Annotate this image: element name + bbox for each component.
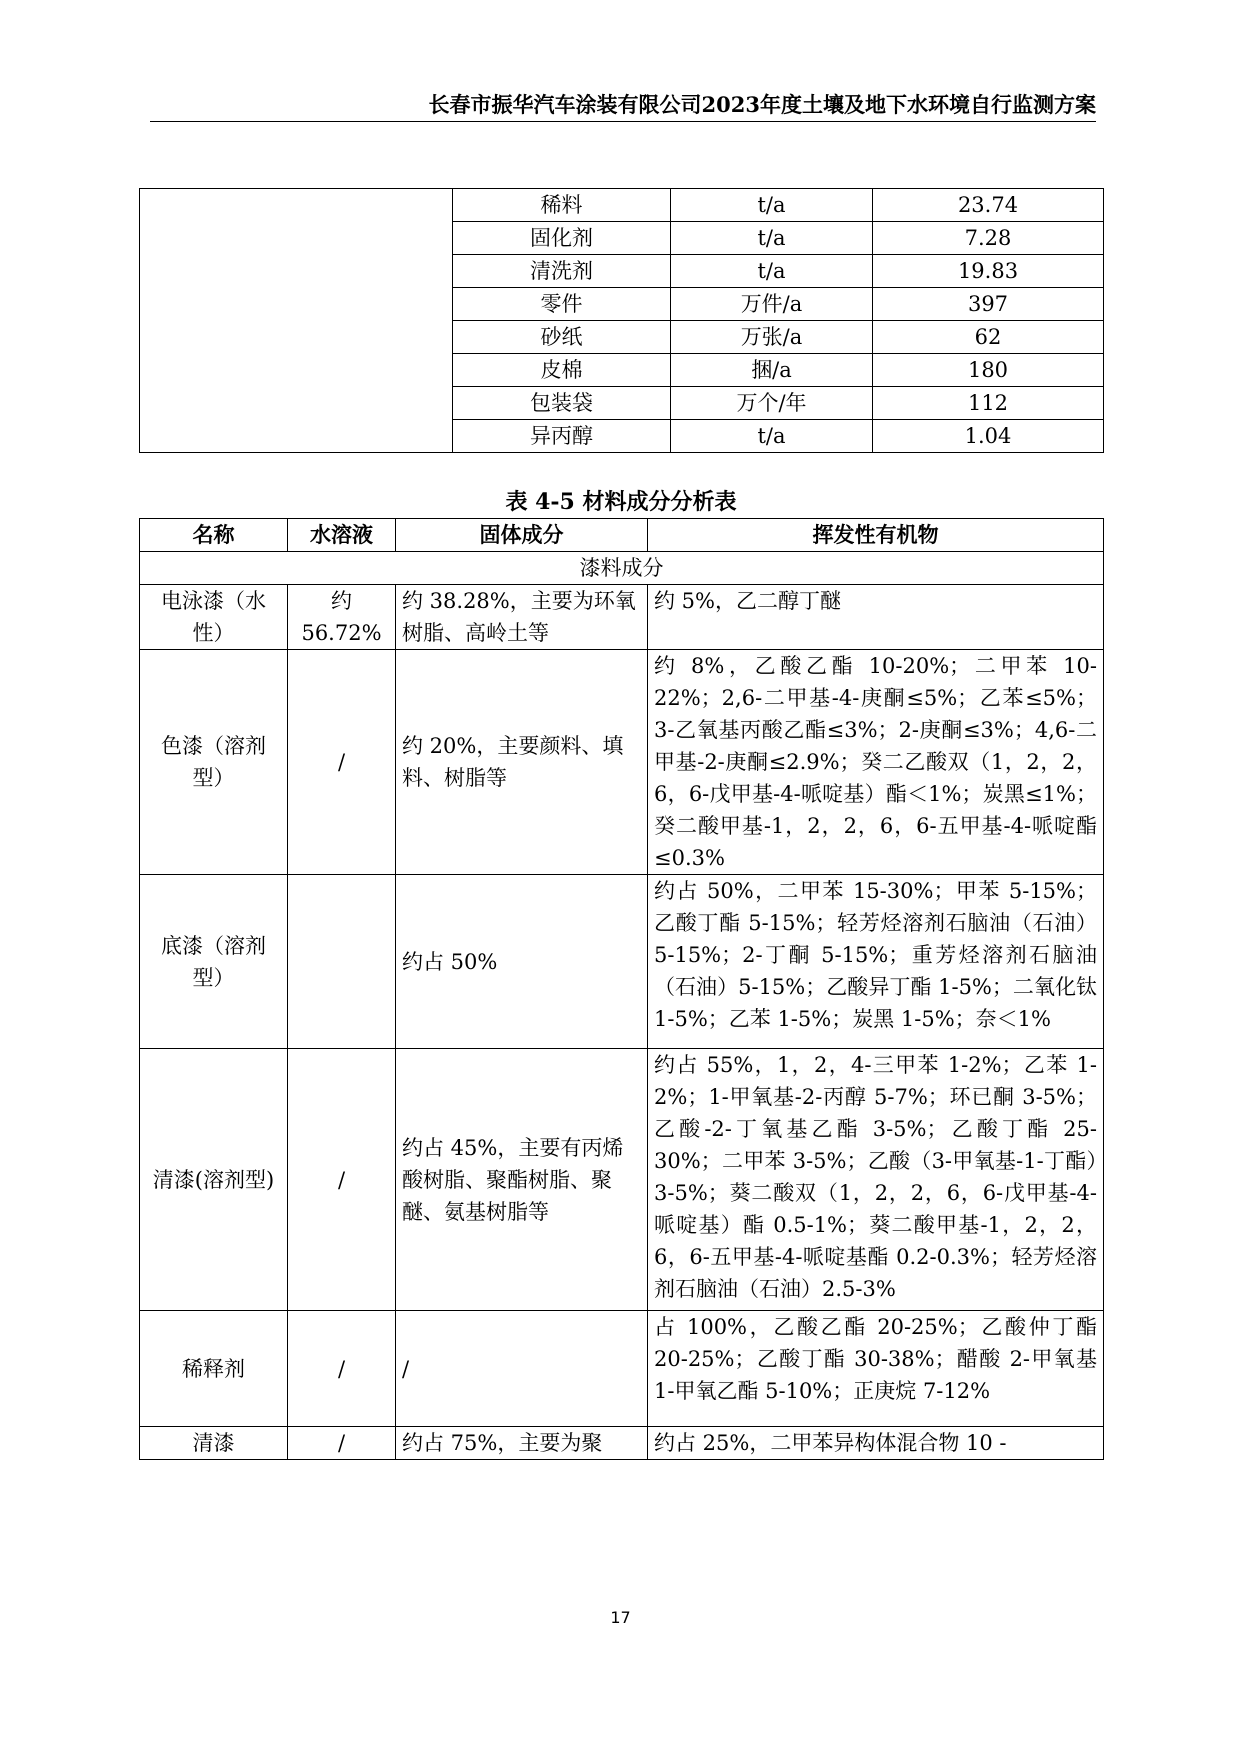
- header-voc: 挥发性有机物: [648, 519, 1104, 552]
- cell-value: 19.83: [873, 255, 1104, 288]
- cell-value: 7.28: [873, 222, 1104, 255]
- table-row: [140, 585, 1104, 650]
- merged-blank-cell: [140, 189, 453, 453]
- cell-name: 异丙醇: [453, 420, 671, 453]
- table-header-row: [140, 519, 1104, 552]
- cell-unit: 万件/a: [671, 288, 873, 321]
- cell-voc: 约占 50%，二甲苯 15-30%；甲苯 5-15%；乙酸丁酯 5-15%；轻芳烃溶剂石脑油（石油）5-15%；2-丁酮 5-15%；重芳烃溶剂石脑油（石油）5-15%；乙酸异丁酯 1-5%；二氧化钛 1-5%；乙苯 1-5%；炭黑 1-5%；奈＜1%: [648, 875, 1104, 1049]
- cell-value: 1.04: [873, 420, 1104, 453]
- cell-solid: 约 38.28%，主要为环氧树脂、高岭土等: [396, 585, 648, 650]
- cell-value: 180: [873, 354, 1104, 387]
- cell-solid: 约 20%，主要颜料、填料、树脂等: [396, 650, 648, 875]
- table-row: [140, 189, 1104, 222]
- cell-water: /: [288, 1311, 396, 1427]
- header-name: 名称: [140, 519, 288, 552]
- header-rule: [150, 121, 1096, 122]
- cell-unit: 捆/a: [671, 354, 873, 387]
- section-label: 漆料成分: [140, 552, 1104, 585]
- cell-value: 397: [873, 288, 1104, 321]
- cell-solid: 约占 50%: [396, 875, 648, 1049]
- cell-name: 色漆（溶剂型）: [140, 650, 288, 875]
- section-row: [140, 552, 1104, 585]
- cell-unit: 万张/a: [671, 321, 873, 354]
- document-header: 长春市振华汽车涂装有限公司2023年度土壤及地下水环境自行监测方案: [428, 92, 1096, 117]
- cell-voc: 约 8%，乙酸乙酯 10-20%；二甲苯 10-22%；2,6-二甲基-4-庚酮≤5%；乙苯≤5%；3-乙氧基丙酸乙酯≤3%；2-庚酮≤3%；4,6-二甲基-2-庚酮≤2.9%；癸二乙酸双（1，2，2，6，6-戊甲基-4-哌啶基）酯＜1%；炭黑≤1%；癸二酸甲基-1，2，2，6，6-五甲基-4-哌啶酯≤0.3%: [648, 650, 1104, 875]
- cell-voc: 约 5%，乙二醇丁醚: [648, 585, 1104, 650]
- cell-name: 皮棉: [453, 354, 671, 387]
- cell-unit: 万个/年: [671, 387, 873, 420]
- cell-voc: 约占 55%，1，2，4-三甲苯 1-2%；乙苯 1-2%；1-甲氧基-2-丙醇 5-7%；环已酮 3-5%；乙酸-2-丁氧基乙酯 3-5%；乙酸丁酯 25-30%；二甲苯 3-5%；乙酸（3-甲氧基-1-丁酯）3-5%；葵二酸双（1，2，2，6，6-戊甲基-4-哌啶基）酯 0.5-1%；葵二酸甲基-1，2，2，6，6-五甲基-4-哌啶基酯 0.2-0.3%；轻芳烃溶剂石脑油（石油）2.5-3%: [648, 1049, 1104, 1311]
- cell-solid: /: [396, 1311, 648, 1427]
- cell-water: /: [288, 1427, 396, 1460]
- cell-value: 112: [873, 387, 1104, 420]
- cell-name: 清洗剂: [453, 255, 671, 288]
- table-row: [140, 1049, 1104, 1311]
- page-number: 17: [610, 1608, 631, 1627]
- header-solid: 固体成分: [396, 519, 648, 552]
- cell-unit: t/a: [671, 420, 873, 453]
- cell-water: /: [288, 650, 396, 875]
- cell-solid: 约占 75%，主要为聚: [396, 1427, 648, 1460]
- cell-name: 清漆: [140, 1427, 288, 1460]
- cell-unit: t/a: [671, 222, 873, 255]
- cell-unit: t/a: [671, 189, 873, 222]
- table-row: [140, 650, 1104, 875]
- cell-name: 包装袋: [453, 387, 671, 420]
- cell-value: 62: [873, 321, 1104, 354]
- cell-name: 稀释剂: [140, 1311, 288, 1427]
- materials-table: [139, 188, 1104, 453]
- header-water: 水溶液: [288, 519, 396, 552]
- cell-name: 砂纸: [453, 321, 671, 354]
- composition-table: [139, 518, 1104, 1460]
- cell-name: 稀料: [453, 189, 671, 222]
- table-row: [140, 1311, 1104, 1427]
- cell-value: 23.74: [873, 189, 1104, 222]
- cell-solid: 约占 45%，主要有丙烯酸树脂、聚酯树脂、聚醚、氨基树脂等: [396, 1049, 648, 1311]
- cell-water: /: [288, 1049, 396, 1311]
- cell-name: 清漆(溶剂型): [140, 1049, 288, 1311]
- cell-unit: t/a: [671, 255, 873, 288]
- cell-name: 底漆（溶剂型）: [140, 875, 288, 1049]
- cell-name: 零件: [453, 288, 671, 321]
- cell-name: 固化剂: [453, 222, 671, 255]
- cell-name: 电泳漆（水性）: [140, 585, 288, 650]
- cell-voc: 约占 25%，二甲苯异构体混合物 10 -: [648, 1427, 1104, 1460]
- cell-water: 约 56.72%: [288, 585, 396, 650]
- table-caption: 表 4-5 材料成分分析表: [505, 489, 737, 515]
- cell-water: [288, 875, 396, 1049]
- table-row: [140, 875, 1104, 1049]
- table-row: [140, 1427, 1104, 1460]
- cell-voc: 占 100%，乙酸乙酯 20-25%；乙酸仲丁酯 20-25%；乙酸丁酯 30-38%；醋酸 2-甲氧基 1-甲氧乙酯 5-10%；正庚烷 7-12%: [648, 1311, 1104, 1427]
